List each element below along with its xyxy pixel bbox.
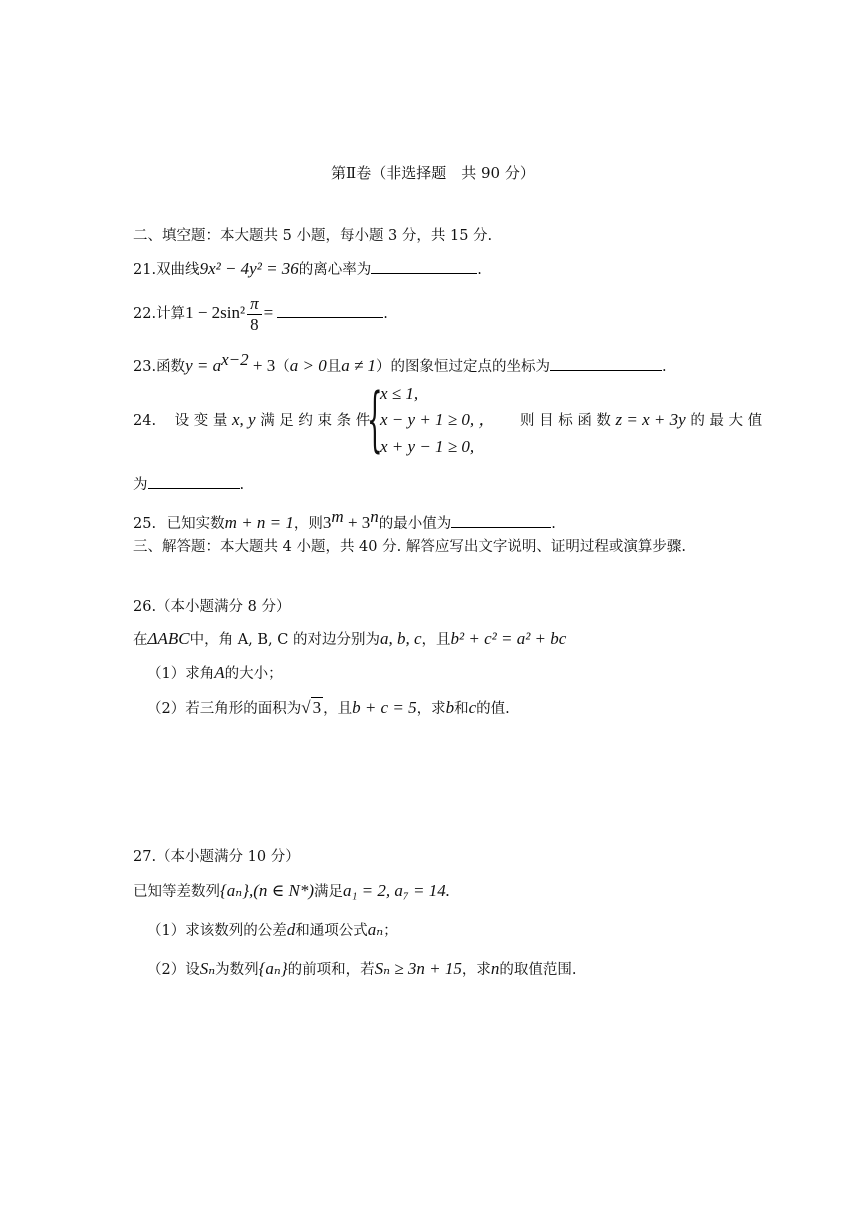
q23-cond-b: a ≠ 1 (341, 355, 377, 375)
q24-constraint-2: x − y + 1 ≥ 0, ， (380, 410, 496, 429)
q27-title: 27.（本小题满分 10 分） (133, 849, 300, 865)
q22-frac-numerator: π (247, 294, 262, 315)
q21-number: 21. (133, 262, 157, 278)
question-21 (133, 259, 482, 280)
q27-text-a: 已知等差数列 (133, 884, 220, 900)
q22-answer-blank[interactable] (277, 303, 383, 318)
q26-p2-equation: b + c = 5 (352, 698, 417, 717)
question-24-right (520, 410, 762, 431)
q27-p1-an: aₙ (367, 920, 384, 939)
q26-text-a: 在 (133, 632, 148, 648)
q27-part-2 (147, 959, 576, 980)
q27-p1-text-b: 和通项公式 (295, 923, 368, 939)
q27-p2-text-d: ，求 (461, 962, 491, 978)
q23-paren-close: ） (376, 358, 391, 375)
q24-objective: z = x + 3y (615, 410, 686, 429)
q24-constraint-3: x + y − 1 ≥ 0, (380, 437, 475, 456)
q24-number: 24. (133, 413, 157, 429)
q27-p2-end: 的取值范围. (499, 962, 577, 978)
q26-condition: b² + c² = a² + bc (450, 629, 567, 648)
q27-p2-inequality: Sₙ ≥ 3n + 15 (374, 959, 462, 978)
q26-part-1 (147, 663, 283, 684)
q23-cond-and: 且 (326, 358, 342, 375)
q26-part-2 (147, 697, 510, 719)
q27-part-1 (147, 920, 398, 941)
q27-p1-end: ； (383, 923, 398, 939)
q25-base-1: 3 (322, 512, 332, 532)
q21-answer-blank[interactable] (371, 259, 477, 274)
q22-period: . (383, 306, 388, 322)
solve-section-header: 三、解答题：本大题共 4 小题，共 40 分. 解答应写出文字说明、证明过程或演算步骤. (133, 539, 686, 555)
q26-p2-var-c: c (468, 698, 477, 717)
q27-p2-text-a: （2）设 (147, 962, 200, 978)
q26-p2-sqrt-sign: √ (301, 698, 311, 717)
q23-period: . (662, 358, 667, 375)
question-24 (133, 410, 370, 431)
q23-answer-blank[interactable] (550, 356, 662, 371)
q23-cond-a: a > 0 (289, 355, 327, 375)
q25-answer-blank[interactable] (451, 513, 551, 528)
q24-text-d: 的 最 大 值 (690, 413, 763, 429)
q27-sequence: {aₙ},(n ∈ N*) (220, 881, 314, 900)
q27-p1-d: d (286, 920, 296, 939)
q21-period: . (477, 262, 482, 278)
q26-statement (133, 629, 566, 650)
q26-p2-text-a: （2）若三角形的面积为 (147, 701, 302, 717)
q26-p2-and: 和 (454, 701, 469, 717)
q21-text-a: 双曲线 (156, 262, 200, 278)
q26-triangle: ΔABC (147, 629, 190, 648)
q22-fraction (247, 294, 262, 335)
q23-text-b: 的图象恒过定点的坐标为 (390, 358, 551, 375)
q23-exponent: x−2 (221, 350, 249, 369)
q22-frac-denominator: 8 (250, 314, 259, 334)
q23-paren-open: （ (275, 358, 290, 375)
q26-p1-text-a: （1）求角 (147, 666, 215, 682)
q26-text-b: 中，角 A, B, C 的对边分别为 (189, 632, 380, 648)
question-23 (133, 350, 667, 377)
question-25 (133, 507, 556, 534)
q24-period: . (239, 477, 245, 493)
q22-expression: 1 − 2sin² (185, 303, 246, 322)
q23-function: y = a (185, 355, 222, 375)
q27-p2-sn: Sₙ (199, 959, 216, 978)
q22-equals: = (263, 303, 274, 322)
q24-text-a: 设 变 量 (174, 413, 228, 429)
q26-p2-sqrt-value: 3 (312, 698, 322, 717)
q24-text-b: 满 足 约 束 条 件 (260, 413, 371, 429)
q27-condition: a₁ = 2, a₇ = 14. (342, 881, 450, 900)
q26-p2-text-b: ，且 (323, 701, 353, 717)
q27-p2-text-b: 为数列 (215, 962, 259, 978)
q24-answer-blank[interactable] (148, 474, 240, 489)
fill-section-header: 二、填空题：本大题共 5 小题，每小题 3 分，共 15 分. (133, 228, 493, 244)
q21-text-b: 的离心率为 (298, 262, 372, 278)
q26-sides: a, b, c (379, 629, 422, 648)
q24-constraint-1: x ≤ 1, (380, 384, 419, 403)
q25-period: . (551, 515, 556, 532)
q24-constraint-brace: { (367, 378, 383, 460)
q23-text-a: 函数 (156, 358, 186, 375)
q21-equation: 9x² − 4y² = 36 (199, 259, 299, 278)
q26-p2-text-c: ，求 (416, 701, 446, 717)
q25-plus: + 3 (343, 512, 371, 532)
q26-p1-text-b: 的大小； (224, 666, 283, 682)
q25-number: 25. (133, 515, 157, 532)
q26-p2-var-b: b (445, 698, 455, 717)
q27-p2-n: n (490, 959, 500, 978)
q24-text-cont: 为 (133, 477, 148, 493)
q22-number: 22. (133, 306, 157, 322)
q25-text-a: 已知实数 (166, 515, 225, 532)
q27-p1-text-a: （1）求该数列的公差 (147, 923, 287, 939)
q25-text-b: ，则 (293, 515, 323, 532)
q27-p2-text-c: 的前项和，若 (287, 962, 375, 978)
q27-text-b: 满足 (313, 884, 343, 900)
q22-text-a: 计算 (156, 306, 186, 322)
q24-variables: x, y (232, 410, 256, 429)
q23-function-tail: + 3 (248, 355, 276, 375)
q26-p2-text-end: 的值. (476, 701, 510, 717)
question-24-cont (133, 474, 244, 495)
q27-p2-seq: {aₙ} (258, 959, 288, 978)
q26-text-c: ，且 (421, 632, 451, 648)
q25-equation: m + n = 1 (224, 512, 294, 532)
q25-exp-2: n (370, 507, 379, 526)
q24-text-c: 则 目 标 函 数 (520, 413, 611, 429)
q26-p1-angle: A (214, 663, 225, 682)
question-22 (133, 292, 388, 335)
q23-number: 23. (133, 358, 157, 375)
q27-statement (133, 881, 450, 902)
q25-exp-1: m (331, 507, 344, 526)
q25-text-c: 的最小值为 (378, 515, 452, 532)
section-title: 第Ⅱ卷（非选择题 共 90 分） (331, 164, 535, 182)
q26-title: 26.（本小题满分 8 分） (133, 599, 291, 615)
